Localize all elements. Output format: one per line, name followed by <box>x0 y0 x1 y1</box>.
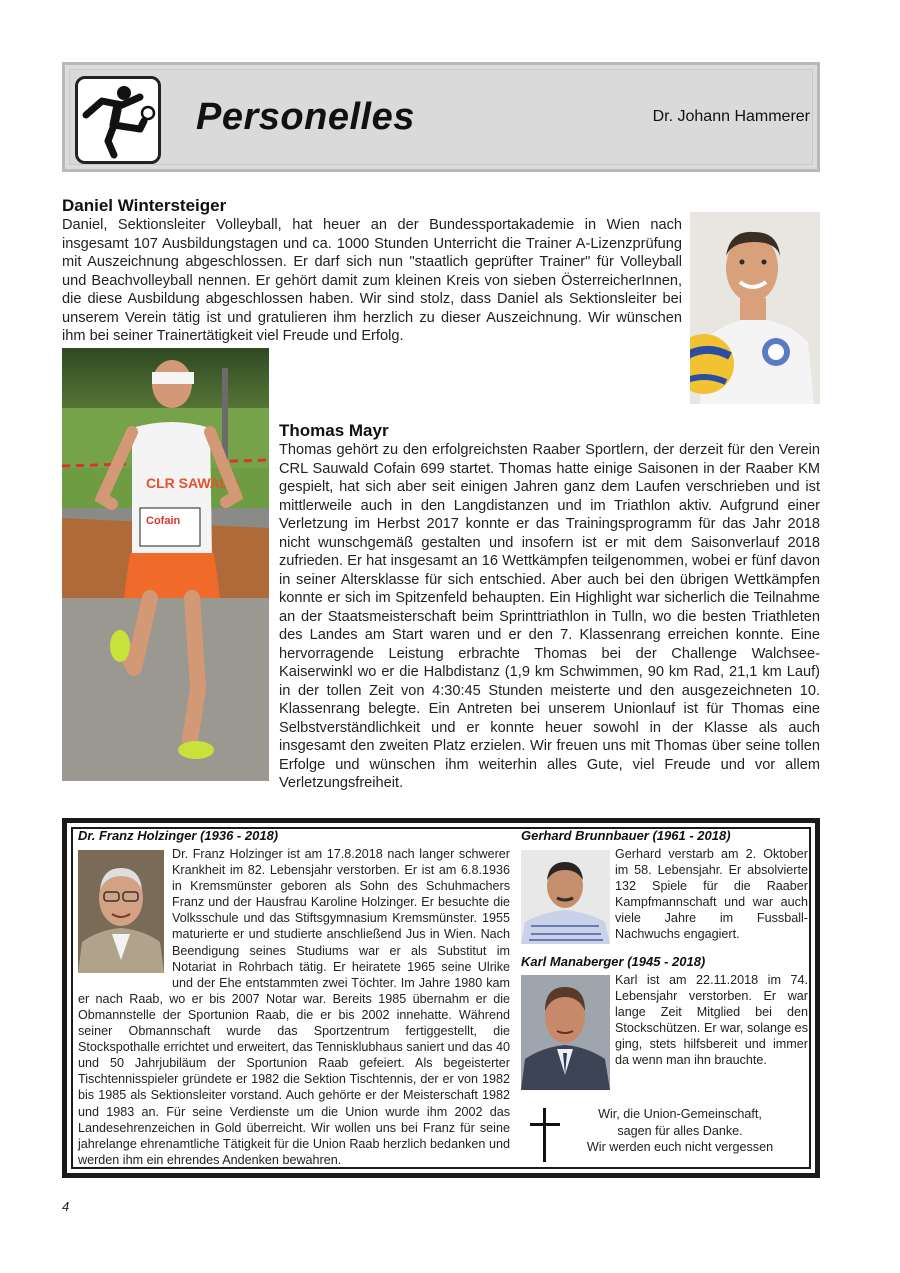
author-name: Dr. Johann Hammerer <box>652 108 810 125</box>
section-heading-wintersteiger: Daniel Wintersteiger <box>62 196 227 215</box>
farewell-line-1: Wir, die Union-Gemeinschaft, <box>598 1107 762 1121</box>
race-bib-label: Cofain <box>146 515 181 527</box>
farewell-line-3: Wir werden euch nicht vergessen <box>586 1140 774 1154</box>
photo-franz-holzinger <box>78 850 164 973</box>
photo-thomas-mayr <box>62 348 269 781</box>
farewell-message <box>560 1106 800 1156</box>
obituary-text-holzinger-wrap <box>78 846 510 1168</box>
section-heading-mayr: Thomas Mayr <box>279 421 389 440</box>
photo-gerhard-brunnbauer <box>521 850 610 944</box>
obituary-text-manaberger: Karl ist am 22.11.2018 im 74. Lebensjahr verstorben. Er war lange Zeit Mitglied bei den Stockschützen. Er war, solange es ging, stets hilfsbereit und immer da wenn man ihn brauchte. <box>615 973 808 1068</box>
obituary-text-brunnbauer: Gerhard verstarb am 2. Oktober im 58. Lebensjahr. Er absolvierte 132 Spiele für die Raaber Kampfmannschaft und war auch viele Jahre im Fussball-Nachwuchs engagiert. <box>615 847 808 942</box>
obituary-text-holzinger: Dr. Franz Holzinger ist am 17.8.2018 nach langer schwerer Krankheit im 82. Lebensjahr verstorben. Er ist am 6.8.1936 in Kremsmünster geboren als Sohn des Schuhmachers Franz und der Hausfrau Karoline Holzinger. Er besuchte die Volksschule und das Stiftsgymnasium Kremsmünster. 1955 maturierte er und studierte anschließend Jus in Wien. Nach Beendigung seines Studiums war er als Substitut im Notariat in Rohrbach tätig. Er heiratete 1965 seine Ulrike und der Ehe entstammten zwei Töchter. Im Jahre 1980 kam er nach Raab, wo er bis 2007 Notar war. Bereits 1985 übernahm er die Obmannstelle der Sportunion Raab, die er bis 2002 innehatte. Während seiner Obmannschaft wurde das Sportzentrum fertiggestellt, die Stockspothalle errichtet und erweitert, das Tennisklubhaus saniert und das 40 und 50 Jahrjubiläum der Sportunion Raab gefeiert. Als begeisterter Tischtennisspieler gründete er 1982 die Sektion Tischtennis, der er von 1982 bis 1985 als Sektionsleiter vorstand. Auch gehörte er der Meisterschaft 1982 und 1983 an. Für seine Verdienste um die Union wurde ihm 2002 das Landesehrenzeichen in Gold überreicht. Wir wollen uns bei Franz für seine jahrelange ehrenamtliche Tätigkeit für die Union Raab herzlich bedanken und werden ihm ein ehrendes Andenken bewahren. <box>78 847 510 1167</box>
page-number: 4 <box>62 1199 70 1214</box>
photo-karl-manaberger <box>521 975 610 1090</box>
shirt-label: CLR SAWALD <box>146 475 239 491</box>
obituary-name-brunnbauer: Gerhard Brunnbauer (1961 - 2018) <box>521 828 731 843</box>
obituary-name-holzinger: Dr. Franz Holzinger (1936 - 2018) <box>78 828 279 843</box>
section-text-wintersteiger: Daniel, Sektionsleiter Volleyball, hat heuer an der Bundessportakademie in Wien nach insgesamt 107 Ausbildungstagen und ca. 1000 Stunden Unterricht die Trainer A-Lizenzprüfung mit Auszeichnung abgeschlossen. Er darf sich nun "staatlich geprüfter Trainer" für Volleyball und Beachvolleyball nennen. Er gehört damit zum kleinen Kreis von sieben ÖsterreicherInnen, die diese Ausbildung abgeschlossen haben. Wir sind stolz, dass Daniel als Sektionsleiter bei unserem Verein tätig ist und gratulieren ihm herzlich zu dieser Auszeichnung. Wir wünschen ihm bei seiner Trainertätigkeit viel Freude und Erfolg. <box>62 217 682 344</box>
obituary-name-manaberger: Karl Manaberger (1945 - 2018) <box>521 954 706 969</box>
photo-daniel-wintersteiger <box>690 212 820 404</box>
farewell-line-2: sagen für alles Danke. <box>617 1123 743 1138</box>
page-title: Personelles <box>196 96 415 138</box>
soccer-kick-pictogram-icon <box>75 76 161 164</box>
cross-icon <box>530 1108 560 1162</box>
section-text-mayr: Thomas gehört zu den erfolgreichsten Raaber Sportlern, der derzeit für den Verein CRL Sauwald Cofain 699 startet. Thomas hatte einige Saisonen in der Raaber KM gespielt, hat sich aber seit einigen Jahren ganz dem Laufen verschrieben und ist mittlerweile auch in den Langdistanzen und im Triathlon aktiv. Aufgrund einer Verletzung im Herbst 2017 konnte er das Trainingsprogramm für das Jahr 2018 nicht wunschgemäß gestalten und insofern ist er mit dem Saisonverlauf 2018 zufrieden. Er hat insgesamt an 16 Wettkämpfen teilgenommen, wobei er fünf davon in seiner Altersklasse für sich entschied. Aber auch bei den übrigen Wettkämpfen konnte er sich im Spitzenfeld behaupten. Ein Highlight war sicherlich die Teilnahme an der Staatsmeisterschaft beim Sprinttriathlon in Tulln, wo die besten Triathleten des Landes am Start waren und er den 7. Klassenrang erreichen konnte. Eine hervorragende Leistung erbrachte Thomas bei der Challenge Walchsee-Kaiserwinkl wo er die Halbdistanz (1,9 km Schwimmen, 90 km Rad, 21,1 km Lauf) in der tollen Zeit von 4:30:45 Stunden meisterte und den ausgezeichneten 10. Klassenrang belegte. Ein Antreten bei unserem Unionlauf ist für Thomas eine Selbstverständlichkeit und er konnte heuer sowohl in der Klasse als auch insgesamt den zweiten Platz erzielen. Wir freuen uns mit Thomas über seine tollen Erfolge und wünschen ihm weiterhin alles Gute, viel Freude und vor allem Verletzungsfreiheit. <box>279 442 820 791</box>
